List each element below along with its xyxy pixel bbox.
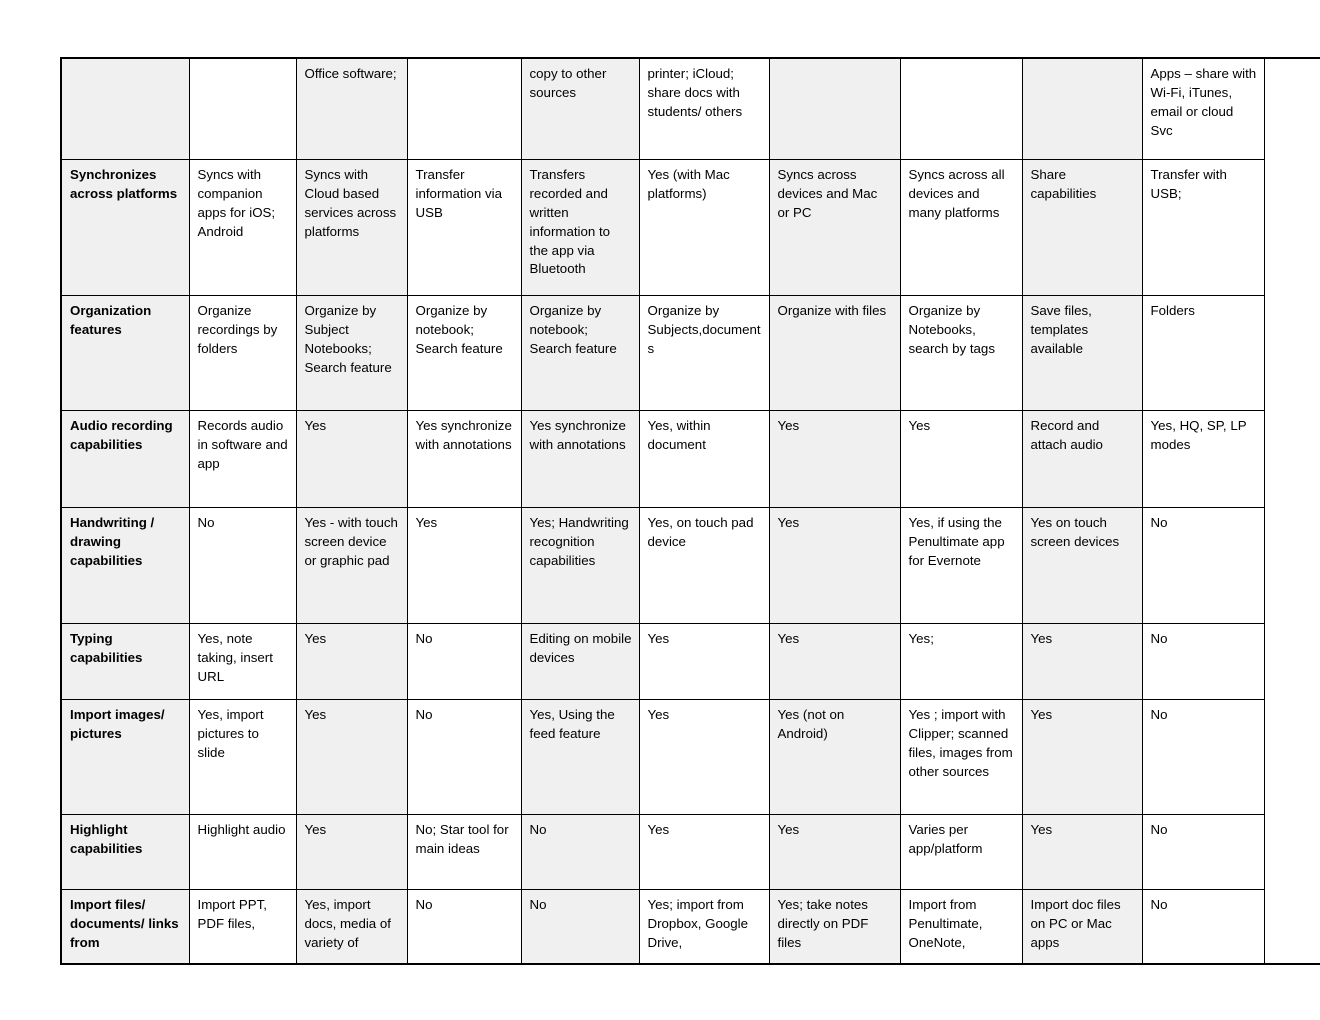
data-cell (639, 411, 769, 508)
data-cell (189, 160, 296, 296)
row-label-text: Organization features (70, 303, 152, 337)
row-label-cell (61, 411, 189, 508)
row-label-cell (61, 508, 189, 624)
feature-comparison-table (60, 57, 1320, 965)
cell-text: Share capabilities (1030, 167, 1097, 201)
data-cell (189, 700, 296, 815)
cell-text: Yes, note taking, insert URL (197, 631, 273, 684)
data-cell (407, 700, 521, 815)
data-cell (521, 700, 639, 815)
cell-text: Varies per app/platform (908, 822, 983, 856)
cell-text: Yes; (908, 631, 934, 646)
cell-text: No (415, 707, 433, 722)
cell-text: Syncs across devices and Mac or PC (777, 167, 878, 220)
data-cell (521, 890, 639, 965)
row-label-text: Audio recording capabilities (70, 418, 173, 452)
data-cell (639, 58, 769, 160)
cell-text: Syncs with Cloud based services across platforms (304, 167, 397, 239)
data-cell (1142, 508, 1264, 624)
data-cell (639, 160, 769, 296)
data-cell (189, 890, 296, 965)
cell-text: Yes, import pictures to slide (197, 707, 264, 760)
data-cell (296, 160, 407, 296)
data-cell (296, 700, 407, 815)
cell-text: Yes (777, 631, 800, 646)
cell-text: Organize by Subjects,documents (647, 303, 761, 356)
cell-text: Organize by Notebooks, search by tags (908, 303, 995, 356)
cell-text: Yes (with Mac platforms) (647, 167, 730, 201)
data-cell (639, 890, 769, 965)
cell-text: Organize by Subject Notebooks; Search feature (304, 303, 392, 375)
row-label-cell (61, 700, 189, 815)
row-label-cell (61, 58, 189, 160)
cell-text: Import from Penultimate, OneNote, (908, 897, 983, 950)
data-cell (407, 411, 521, 508)
row-label-cell (61, 890, 189, 965)
data-cell (296, 815, 407, 890)
cell-text: Organize with files (777, 303, 887, 318)
cell-text: Office software; (304, 66, 397, 81)
data-cell (296, 624, 407, 700)
cell-text: Yes (not on Android) (777, 707, 845, 741)
cell-text: No (529, 822, 547, 837)
table-row (61, 411, 1320, 508)
data-cell (900, 58, 1022, 160)
cell-text: No (415, 897, 433, 912)
cell-text: No; Star tool for main ideas (415, 822, 509, 856)
cell-text: Yes (908, 418, 931, 433)
data-cell (521, 624, 639, 700)
cell-text: Yes, import docs, media of variety of (304, 897, 391, 950)
cell-text: Transfers recorded and written information to the app via Bluetooth (529, 167, 611, 277)
cell-text: No (1150, 631, 1168, 646)
cell-text: Yes (1030, 707, 1053, 722)
cell-text: copy to other sources (529, 66, 607, 100)
cell-text: Yes on touch screen devices (1030, 515, 1120, 549)
data-cell (521, 160, 639, 296)
data-cell (1022, 624, 1142, 700)
data-cell (1022, 890, 1142, 965)
data-cell (521, 508, 639, 624)
row-label-text: Typing capabilities (70, 631, 143, 665)
data-cell (1022, 815, 1142, 890)
table-row (61, 296, 1320, 411)
table-body (61, 58, 1320, 964)
data-cell (639, 508, 769, 624)
data-cell (769, 700, 900, 815)
cell-text: Yes (415, 515, 438, 530)
cell-text: Folders (1150, 303, 1195, 318)
row-label-text: Handwriting / drawing capabilities (70, 515, 155, 568)
data-cell (639, 624, 769, 700)
cell-text: Editing on mobile devices (529, 631, 632, 665)
cell-text: Import doc files on PC or Mac apps (1030, 897, 1121, 950)
cell-text: Yes; take notes directly on PDF files (777, 897, 869, 950)
data-cell (900, 815, 1022, 890)
cell-text: Yes, within document (647, 418, 711, 452)
cell-text: Transfer with USB; (1150, 167, 1227, 201)
data-cell (769, 58, 900, 160)
data-cell (1022, 160, 1142, 296)
data-cell (189, 58, 296, 160)
data-cell (1022, 58, 1142, 160)
data-cell (900, 700, 1022, 815)
row-label-cell (61, 160, 189, 296)
data-cell (1142, 815, 1264, 890)
cell-text: Organize by notebook; Search feature (529, 303, 617, 356)
cell-text: Syncs with companion apps for iOS; Android (197, 167, 276, 239)
data-cell (296, 508, 407, 624)
row-label-text: Import images/ pictures (70, 707, 165, 741)
cell-text: Yes (1030, 822, 1053, 837)
data-cell (189, 296, 296, 411)
cell-text: No (415, 631, 433, 646)
cell-text: Transfer information via USB (415, 167, 502, 220)
cell-text: No (1150, 897, 1168, 912)
data-cell (769, 160, 900, 296)
data-cell (407, 815, 521, 890)
data-cell (1142, 160, 1264, 296)
cell-text: Record and attach audio (1030, 418, 1103, 452)
data-cell (407, 890, 521, 965)
table-row (61, 624, 1320, 700)
data-cell (521, 815, 639, 890)
data-cell (1142, 296, 1264, 411)
data-cell (407, 58, 521, 160)
cell-text: Syncs across all devices and many platforms (908, 167, 1005, 220)
data-cell (1142, 700, 1264, 815)
data-cell (900, 890, 1022, 965)
data-cell (1022, 700, 1142, 815)
data-cell (900, 624, 1022, 700)
cell-text: Yes (647, 707, 670, 722)
data-cell (189, 508, 296, 624)
data-cell (189, 815, 296, 890)
cell-text: Save files, templates available (1030, 303, 1092, 356)
table-row (61, 815, 1320, 890)
data-cell (296, 296, 407, 411)
cell-text: Yes (304, 707, 327, 722)
cell-text: Yes, on touch pad device (647, 515, 754, 549)
row-label-text: Synchronizes across platforms (70, 167, 178, 201)
data-cell (900, 411, 1022, 508)
data-cell (769, 624, 900, 700)
data-cell (521, 296, 639, 411)
cell-text: Highlight audio (197, 822, 286, 837)
table-row (61, 890, 1320, 965)
data-cell (407, 508, 521, 624)
data-cell (1142, 411, 1264, 508)
cell-text: Yes (647, 631, 670, 646)
cell-text: No (1150, 515, 1168, 530)
row-label-text: Import files/ documents/ links from (70, 897, 179, 950)
data-cell (1022, 508, 1142, 624)
cell-text: printer; iCloud; share docs with students/ others (647, 66, 743, 119)
data-cell (1022, 411, 1142, 508)
cell-text: Yes (304, 822, 327, 837)
data-cell (521, 58, 639, 160)
data-cell (639, 815, 769, 890)
cell-text: Apps – share with Wi-Fi, iTunes, email or cloud Svc (1150, 66, 1257, 138)
data-cell (769, 890, 900, 965)
data-cell (900, 508, 1022, 624)
cell-text: Yes, if using the Penultimate app for Evernote (908, 515, 1005, 568)
cell-text: No (1150, 707, 1168, 722)
data-cell (769, 508, 900, 624)
row-label-cell (61, 296, 189, 411)
cell-text: Yes (304, 418, 327, 433)
row-label-cell (61, 815, 189, 890)
cell-text: Yes (1030, 631, 1053, 646)
cell-text: Yes, Using the feed feature (529, 707, 615, 741)
data-cell (296, 58, 407, 160)
data-cell (189, 624, 296, 700)
cell-text: Records audio in software and app (197, 418, 288, 471)
table-row (61, 160, 1320, 296)
cell-text: Yes (777, 822, 800, 837)
cell-text: No (529, 897, 547, 912)
data-cell (521, 411, 639, 508)
data-cell (1022, 296, 1142, 411)
cell-text: Yes - with touch screen device or graphic pad (304, 515, 398, 568)
cell-text: Yes ; import with Clipper; scanned files, images from other sources (908, 707, 1013, 779)
table-row (61, 700, 1320, 815)
cell-text: Organize by notebook; Search feature (415, 303, 503, 356)
cell-text: Yes (304, 631, 327, 646)
cell-text: No (1150, 822, 1168, 837)
data-cell (1142, 58, 1264, 160)
data-cell (639, 700, 769, 815)
cell-text: Yes synchronize with annotations (529, 418, 626, 452)
data-cell (769, 815, 900, 890)
data-cell (407, 160, 521, 296)
cell-text: Yes (777, 418, 800, 433)
data-cell (407, 296, 521, 411)
data-cell (639, 296, 769, 411)
cell-text: Yes (777, 515, 800, 530)
data-cell (900, 160, 1022, 296)
data-cell (407, 624, 521, 700)
data-cell (296, 890, 407, 965)
table-row (61, 58, 1320, 160)
cell-text: Organize recordings by folders (197, 303, 278, 356)
data-cell (900, 296, 1022, 411)
table-row (61, 508, 1320, 624)
row-label-cell (61, 624, 189, 700)
data-cell (296, 411, 407, 508)
cell-text: Yes, HQ, SP, LP modes (1150, 418, 1247, 452)
cell-text: Yes; import from Dropbox, Google Drive, (647, 897, 749, 950)
data-cell (1142, 624, 1264, 700)
cell-text: Yes synchronize with annotations (415, 418, 512, 452)
cell-text: Import PPT, PDF files, (197, 897, 267, 931)
row-label-text: Highlight capabilities (70, 822, 143, 856)
cell-text: Yes (647, 822, 670, 837)
data-cell (1142, 890, 1264, 965)
cell-text: No (197, 515, 215, 530)
data-cell (769, 411, 900, 508)
cell-text: Yes; Handwriting recognition capabilities (529, 515, 629, 568)
data-cell (189, 411, 296, 508)
data-cell (769, 296, 900, 411)
